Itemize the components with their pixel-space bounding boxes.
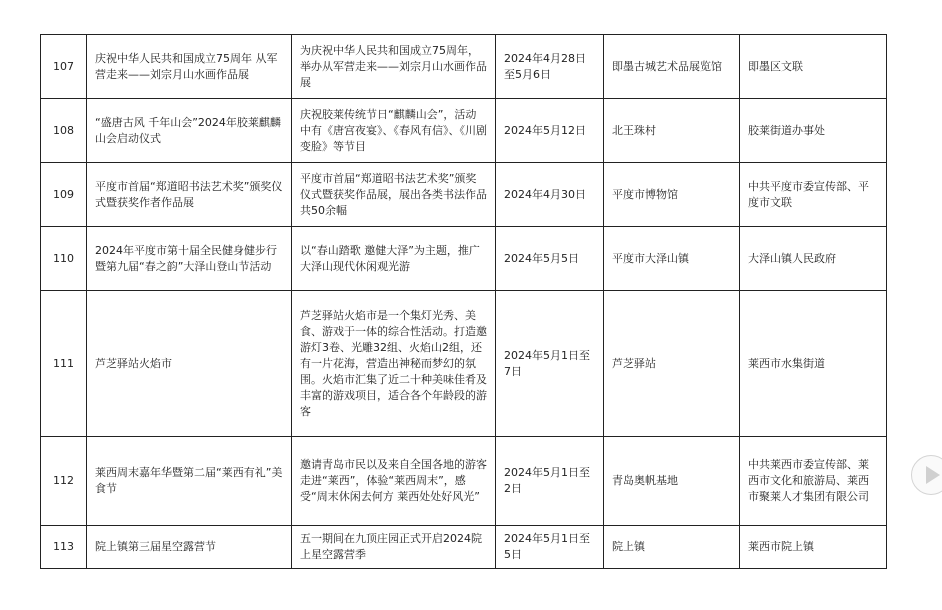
event-organizer: 中共莱西市委宣传部、莱西市文化和旅游局、莱西市聚莱人才集团有限公司 bbox=[740, 437, 887, 526]
event-content: 为庆祝中华人民共和国成立75周年，举办从军营走来——刘宗月山水画作品展 bbox=[292, 35, 496, 99]
event-organizer: 胶莱街道办事处 bbox=[740, 99, 887, 163]
event-venue: 平度市博物馆 bbox=[604, 163, 740, 227]
event-content: 邀请青岛市民以及来自全国各地的游客走进“莱西”，体验“莱西周末”，感受“周末休闲去何方 莱西处处好风光” bbox=[292, 437, 496, 526]
play-button[interactable] bbox=[911, 455, 942, 495]
event-date: 2024年4月28日至5月6日 bbox=[496, 35, 604, 99]
event-organizer: 中共平度市委宣传部、平度市文联 bbox=[740, 163, 887, 227]
event-name: 芦芝驿站火焰市 bbox=[87, 291, 292, 437]
event-organizer: 莱西市院上镇 bbox=[740, 526, 887, 569]
row-number: 112 bbox=[41, 437, 87, 526]
event-date: 2024年4月30日 bbox=[496, 163, 604, 227]
event-organizer: 莱西市水集街道 bbox=[740, 291, 887, 437]
event-name: 莱西周末嘉年华暨第二届“莱西有礼”美食节 bbox=[87, 437, 292, 526]
event-date: 2024年5月1日至7日 bbox=[496, 291, 604, 437]
row-number: 113 bbox=[41, 526, 87, 569]
row-number: 109 bbox=[41, 163, 87, 227]
event-venue: 芦芝驿站 bbox=[604, 291, 740, 437]
event-date: 2024年5月12日 bbox=[496, 99, 604, 163]
row-number: 108 bbox=[41, 99, 87, 163]
event-name: 平度市首届“郑道昭书法艺术奖”颁奖仪式暨获奖作者作品展 bbox=[87, 163, 292, 227]
table-row bbox=[41, 291, 887, 437]
event-date: 2024年5月1日至2日 bbox=[496, 437, 604, 526]
table-row bbox=[41, 99, 887, 163]
event-organizer: 大泽山镇人民政府 bbox=[740, 227, 887, 291]
event-content: 庆祝胶莱传统节日“麒麟山会”，活动中有《唐宫夜宴》、《春风有信》、《川剧变脸》等节目 bbox=[292, 99, 496, 163]
event-content: 以“春山踏歌 邀健大泽”为主题，推广大泽山现代休闲观光游 bbox=[292, 227, 496, 291]
row-number: 110 bbox=[41, 227, 87, 291]
event-venue: 即墨古城艺术品展览馆 bbox=[604, 35, 740, 99]
event-venue: 平度市大泽山镇 bbox=[604, 227, 740, 291]
table-row bbox=[41, 227, 887, 291]
row-number: 107 bbox=[41, 35, 87, 99]
table-row bbox=[41, 163, 887, 227]
event-venue: 院上镇 bbox=[604, 526, 740, 569]
event-content: 五一期间在九顶庄园正式开启2024院上星空露营季 bbox=[292, 526, 496, 569]
events-table bbox=[40, 34, 887, 569]
event-name: “盛唐古风 千年山会”2024年胶莱麒麟山会启动仪式 bbox=[87, 99, 292, 163]
event-content: 芦芝驿站火焰市是一个集灯光秀、美食、游戏于一体的综合性活动。打造邀游灯3卷、光雕32组、火焰山2组，还有一片花海，营造出神秘而梦幻的氛围。火焰市汇集了近二十种美味佳肴及丰富的游戏项目，适合各个年龄段的游客 bbox=[292, 291, 496, 437]
table-row bbox=[41, 437, 887, 526]
event-date: 2024年5月5日 bbox=[496, 227, 604, 291]
table-row bbox=[41, 526, 887, 569]
event-name: 2024年平度市第十届全民健身健步行暨第九届“春之韵”大泽山登山节活动 bbox=[87, 227, 292, 291]
event-name: 院上镇第三届星空露营节 bbox=[87, 526, 292, 569]
row-number: 111 bbox=[41, 291, 87, 437]
event-date: 2024年5月1日至5日 bbox=[496, 526, 604, 569]
event-content: 平度市首届“郑道昭书法艺术奖”颁奖仪式暨获奖作品展，展出各类书法作品共50余幅 bbox=[292, 163, 496, 227]
event-organizer: 即墨区文联 bbox=[740, 35, 887, 99]
event-name: 庆祝中华人民共和国成立75周年 从军营走来——刘宗月山水画作品展 bbox=[87, 35, 292, 99]
table-row bbox=[41, 35, 887, 99]
event-venue: 北王珠村 bbox=[604, 99, 740, 163]
event-venue: 青岛奥帆基地 bbox=[604, 437, 740, 526]
events-table-container bbox=[40, 34, 887, 569]
